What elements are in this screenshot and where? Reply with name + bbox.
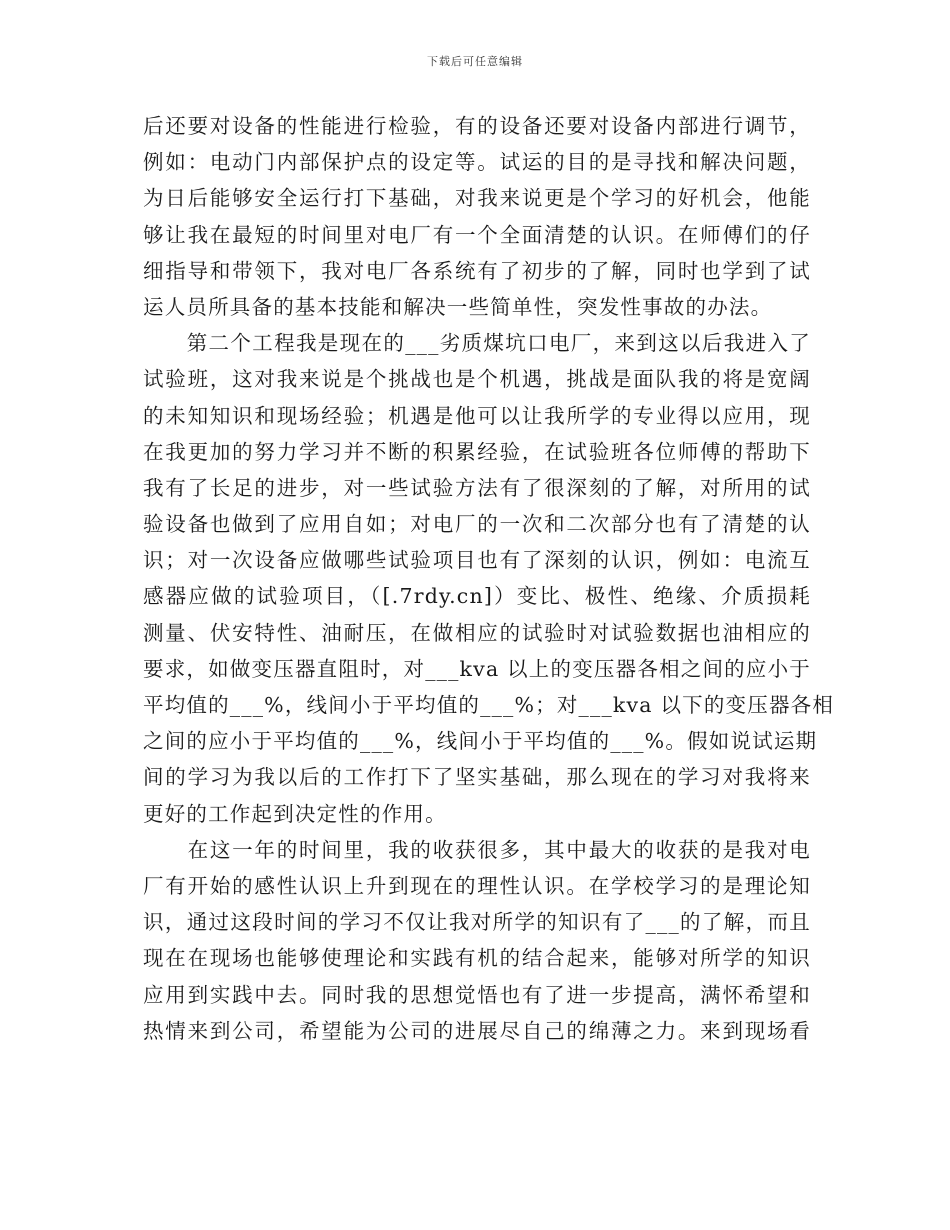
- text-line: 现在在现场也能够使理论和实践有机的结合起来，能够对所学的知识: [143, 946, 811, 971]
- paragraph: [143, 108, 811, 325]
- text-line: 之间的应小于平均值的___%，线间小于平均值的___%。假如说试运期: [143, 729, 818, 754]
- text-line: 平均值的___%，线间小于平均值的___%；对___kva 以下的变压器各相: [143, 693, 835, 717]
- text-line: 运人员所具备的基本技能和解决一些简单性，突发性事故的办法。: [143, 294, 773, 319]
- text-line: 识，通过这段时间的学习不仅让我对所学的知识有了___的了解，而且: [143, 910, 811, 935]
- text-line: 后还要对设备的性能进行检验，有的设备还要对设备内部进行调节，: [143, 114, 811, 138]
- text-line: 细指导和带领下，我对电厂各系统有了初步的了解，同时也学到了试: [143, 258, 811, 283]
- paragraph: [143, 325, 835, 832]
- page-header: 下载后可任意编辑: [427, 55, 523, 68]
- text-line: 在我更加的努力学习并不断的积累经验，在试验班各位师傅的帮助下: [143, 439, 811, 464]
- text-line: 识；对一次设备应做哪些试验项目也有了深刻的认识，例如：电流互: [143, 548, 811, 573]
- document-body: [143, 108, 835, 1049]
- text-line: 的未知知识和现场经验；机遇是他可以让我所学的专业得以应用，现: [143, 403, 811, 428]
- text-line: 为日后能够安全运行打下基础，对我来说更是个学习的好机会，他能: [143, 186, 811, 211]
- text-line: 第二个工程我是现在的___劣质煤坑口电厂，来到这以后我进入了: [143, 331, 811, 356]
- text-line: 间的学习为我以后的工作打下了坚实基础，那么现在的学习对我将来: [143, 765, 811, 790]
- text-line: 试验班，这对我来说是个挑战也是个机遇，挑战是面队我的将是宽阔: [143, 367, 811, 392]
- text-line: 要求，如做变压器直阻时，对___kva 以上的变压器各相之间的应小于: [143, 656, 811, 681]
- text-line: 够让我在最短的时间里对电厂有一个全面清楚的认识。在师傅们的仔: [143, 222, 811, 247]
- text-line: 感器应做的试验项目，（[.7rdy.cn]）变比、极性、绝缘、介质损耗: [143, 584, 811, 609]
- text-line: 应用到实践中去。同时我的思想觉悟也有了进一步提高，满怀希望和: [143, 982, 811, 1007]
- text-line: 我有了长足的进步，对一些试验方法有了很深刻的了解，对所用的试: [143, 475, 811, 500]
- text-line: 测量、伏安特性、油耐压，在做相应的试验时对试验数据也油相应的: [143, 620, 811, 645]
- text-line: 热情来到公司，希望能为公司的进展尽自己的绵薄之力。来到现场看: [143, 1018, 811, 1043]
- text-line: 厂有开始的感性认识上升到现在的理性认识。在学校学习的是理论知: [143, 873, 811, 898]
- text-line: 验设备也做到了应用自如；对电厂的一次和二次部分也有了清楚的认: [143, 512, 811, 537]
- paragraph: [143, 832, 811, 1049]
- text-line: 在这一年的时间里，我的收获很多，其中最大的收获的是我对电: [143, 837, 811, 862]
- text-line: 例如：电动门内部保护点的设定等。试运的目的是寻找和解决问题，: [143, 150, 811, 175]
- text-line: 更好的工作起到决定性的作用。: [143, 801, 447, 826]
